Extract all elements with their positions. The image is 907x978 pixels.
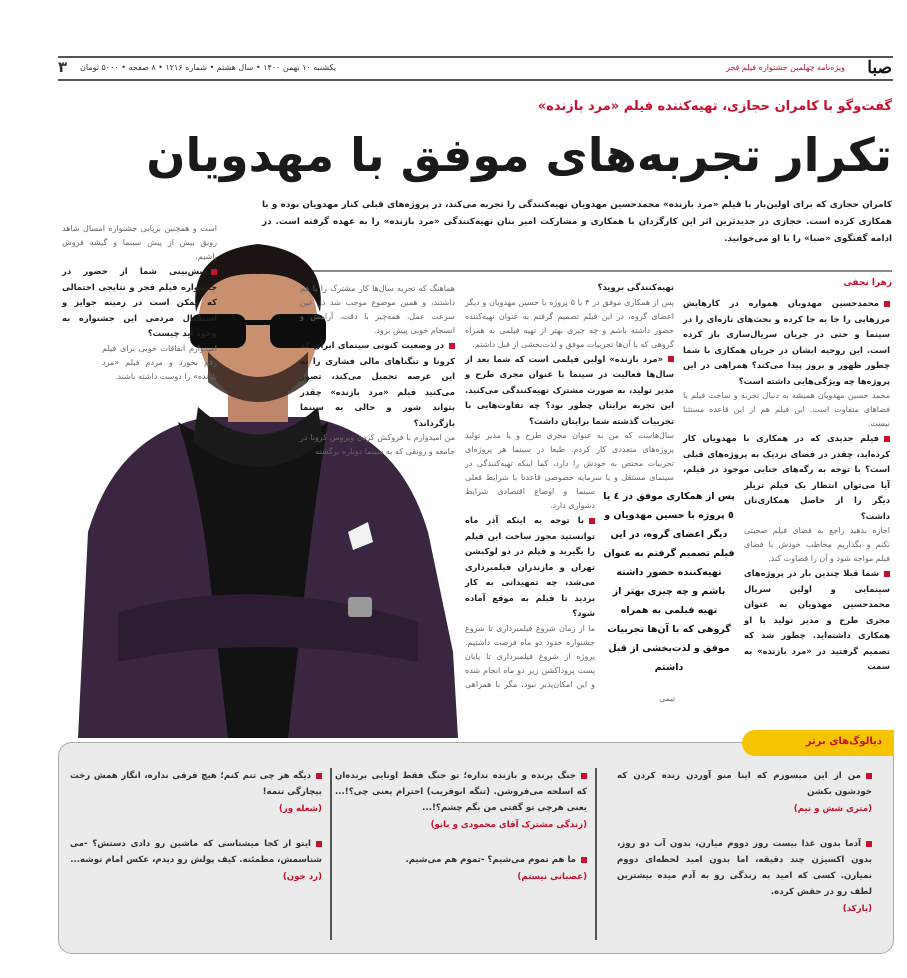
column-3 — [300, 282, 455, 459]
question: فیلم جدیدی که در همکاری با مهدویان کار کرده‌اید، چقدر در فضای نزدیک به پروژه‌های قبلی است؟ با توجه به رگه‌های جنایی موجود در فیلم، آیا می‌توان انتظار یک فیلم تریلر دیگر را از حاصل همکاری‌تان داشت؟ — [683, 433, 890, 521]
bullet-square-icon — [449, 343, 455, 349]
answer: من امیدوارم با فروکش کردن ویروس کرونا در جامعه و رونقی که به سینما دوباره برگشته — [300, 433, 455, 456]
question: تهیه‌کنندگی بروید؟ — [597, 282, 674, 292]
page-number: ۳ — [58, 58, 68, 76]
answer: پس از همکاری موفق در ۴ یا ۵ پروژه با حسین مهدویان و دیگر اعضای گروه، در این فیلم تصمیم گرفتم به عنوان تهیه‌کننده حضور داشته باشم و چه چیزی بهتر از تهیه فیلمی به همراه گروهی که با آن‌ها تجربیات موفق و لذت‌بخشی از قبل داشتم. — [465, 297, 675, 349]
answer: هماهنگ که تجربه سال‌ها کار مشترک را با هم داشتند، و همین موضوع موجب شد در عین سرعت عمل، همه‌چیز با دقت، آرامش و انسجام خوبی پیش برود. — [300, 284, 455, 335]
dialogue-quote: آدما بدون غذا بیست روز دووم میارن، بدون آب دو روز، بدون اکسیژن چند دقیقه، اما بدون امید لحظه‌ای دووم نمیارن. کسی که امید به زندگی رو به آدم میده بیشترین لطف رو در حقش کرده. — [617, 839, 872, 897]
question: شما قبلا چندین بار در پروژه‌های سینمایی و اولین سریال محمدحسین مهدویان به عنوان مجری طرح و مدیر تولید با او همکاری داشته‌اید. چطور شد که تصمیم گرفتید در «مرد بازنده» به سمت — [744, 568, 890, 671]
dialogue-quote: جنگ برنده و بازنده نداره؛ تو جنگ فقط اونایی برنده‌ان که اسلحه می‌فروشن. (تنگه ابوقریب) احترام یعنی چی؟!... یعنی هرچی تو گفتی من بگم چشم؟!... — [335, 771, 587, 813]
answer: سال‌هاست که من به عنوان مجری طرح و یا مدیر تولید پروژه‌های متعددی کار کردم. طبعا در سینما هر پروژه‌ای تجربیات مختص به خودش را دارد، کما اینکه تهیه‌کنندگی در سینمای مستقل و با سرمایه خصوصی قاعدتا با شرایط فعلی سینما و اوضاع اقتصادی شرایط دشواری دارد. — [465, 431, 674, 510]
question: در وضعیت کنونی سینمای ایران که کرونا و تنگناهای مالی فشاری را به این عرصه تحمیل می‌کند، تصور می‌کنید فیلم «مرد بازنده» چقدر بتواند شور و حالی به سینما بازگرداند؟ — [300, 340, 455, 428]
header-top-rule — [58, 56, 893, 58]
dialogue-column-3 — [70, 768, 322, 904]
bullet-square-icon — [589, 518, 595, 524]
dialogue-quote: اینو از کجا میشناسی که ماشین رو دادی دستش؟ -می شناسمش، مطمئنه. کیف پولش رو دیدم، عکس امام توشه... — [70, 839, 322, 865]
article-lead: کامران حجازی که برای اولین‌بار با فیلم «مرد بازنده» محمدحسین مهدویان تهیه‌کنندگی را تجربه می‌کند، در پروژه‌های قبلی کنار مهدویان بوده و با همکاری کرده است. حجازی در جدیدترین اثر این کارگردان با همکاری و مشارکت امیر بنان تهیه‌کنندگی «مرد بازنده» را به عهده گرفته است. در ادامه گفتگوی «صبا» را با او می‌خوانید. — [262, 200, 892, 244]
answer: ما از زمان شروع فیلمبرداری تا شروع جشنواره حدود دو ماه فرصت داشتیم. پروژه از شروع فیلمبرداری تا پایان پست پروداکشن زیر دو ماه انجام شده و این امکان‌پذیر نبود، مگر با همراهی تیمی — [465, 623, 675, 703]
bullet-square-icon — [884, 301, 890, 307]
bullet-square-icon — [211, 269, 217, 275]
bullet-square-icon — [581, 857, 587, 863]
bullet-square-icon — [866, 841, 872, 847]
answer: اجازه بدهید راجع به فضای فیلم صحبتی نکنم و بگذاریم مخاطب خودش با فضای فیلم مواجه شود و آن را قضاوت کند. — [744, 526, 890, 563]
answer: است و همچنین برپایی جشنواره امسال شاهد رونق بیش از پیش سینما و گیشه فروش باشیم. — [62, 224, 217, 261]
dialogue-quote: ما هم تموم می‌شیم؟ -تموم هم می‌شیم. — [335, 852, 587, 868]
film-name: (شعله ور) — [278, 804, 322, 814]
author-name: زهرا نجفی — [843, 278, 892, 288]
top-dialogues-tab: دیالوگ‌های برتر — [742, 730, 894, 756]
newspaper-logo: صبا — [867, 58, 892, 78]
film-name: (متری شش و نیم) — [793, 804, 872, 814]
answer: محمد حسین مهدویان همیشه به دنبال تجربه و ساخت فیلم با فضاهای متفاوت است. این فیلم هم از این قاعده مستثنا نیست. — [683, 391, 890, 428]
dialogue-column-1 — [617, 768, 872, 936]
bullet-square-icon — [866, 773, 872, 779]
pull-quote: پس از همکاری موفق در ٤ یا ٥ پروژه با حسین مهدویان و دیگر اعضای گروه، در این فیلم تصمیم گرفتم به عنوان تهیه‌کننده حضور داشته باشم و چه چیزی بهتر از تهیه فیلمی به همراه گروهی که با آن‌ها تجربیات موفق و لذت‌بخشی از قبل داشتم — [603, 491, 735, 673]
answer: امیدوارم اتفاقات خوبی برای فیلم رقم بخورد و مردم فیلم «مرد بازنده» را دوست داشته باشند. — [102, 343, 217, 381]
divider — [595, 768, 597, 940]
section-name: ویژه‌نامه چهلمین جشنواره فیلم فجر — [725, 63, 845, 72]
bullet-square-icon — [316, 773, 322, 779]
question: «مرد بازنده» اولین فیلمی است که شما بعد از سال‌ها فعالیت در سینما با عنوان مجری طرح و مدیر تولید، به صورت مشترک تهیه‌کنندگی می‌کنید. این تجربه برایتان چطور بود؟ چه تفاوت‌هایی با تجربیات گذشته شما برایتان داشت؟ — [465, 353, 674, 426]
bullet-square-icon — [884, 571, 890, 577]
bullet-square-icon — [316, 841, 322, 847]
bullet-square-icon — [668, 356, 674, 362]
film-name: (بارکد) — [842, 904, 872, 914]
article-title: تکرار تجربه‌های موفق با مهدویان — [146, 128, 892, 182]
bullet-square-icon — [884, 436, 890, 442]
dialogue-quote: من از این میسوزم که اینا منو آوردن زنده کردن که خودشون بکشن — [617, 771, 872, 797]
film-name: (زندگی مشترک آقای محمودی و بانو) — [430, 820, 587, 830]
question: پیش‌بینی شما از حضور در جشنواره فیلم فجر و نتایجی احتمالی که ممکن است در زمینه جوایز و استقبال مردمی این جشنواره به وجود آید چیست؟ — [62, 266, 217, 338]
divider — [330, 768, 332, 940]
dialogue-quote: دیگه هر چی تنم کنم؛ هیچ فرقی نداره، انگار همش رخت بیچارگی تنمه! — [70, 771, 322, 797]
layout-spacer — [674, 280, 675, 485]
dialogue-column-2 — [335, 768, 587, 904]
issue-info: یکشنبه ۱۰ بهمن ۱۴۰۰ • سال هشتم • شماره ۱۲۱۶ • ۸ صفحه • ۵۰۰۰ تومان — [80, 63, 337, 72]
question: با توجه به اینکه آذر ماه توانستید مجوز ساخت این فیلم را بگیرید و فیلم در دو لوکیشن تهران و مازندران فیلمبرداری می‌شد، چه تمهیداتی به کار بردید تا فیلم به موقع آماده شود؟ — [465, 515, 595, 618]
article-kicker: گفت‌وگو با کامران حجازی، تهیه‌کننده فیلم «مرد بازنده» — [537, 99, 892, 114]
header-bottom-rule — [58, 79, 893, 81]
question: محمدحسین مهدویان همواره در کارهایش مرزهایی را جا به جا کرده و بحث‌های تازه‌ای را در سینما و حتی در جریان سریال‌سازی باز کرده است. این روحیه ایشان در جریان همکاری با شما چطور ظهور و بروز پیدا می‌کند؟ همراهی در این پروژه‌ها چه ویژگی‌هایی داشته است؟ — [683, 298, 890, 386]
column-4 — [62, 222, 217, 384]
film-name: (رد خون) — [282, 872, 322, 882]
bullet-square-icon — [581, 773, 587, 779]
film-name: (عصبانی نیستم) — [517, 872, 587, 882]
